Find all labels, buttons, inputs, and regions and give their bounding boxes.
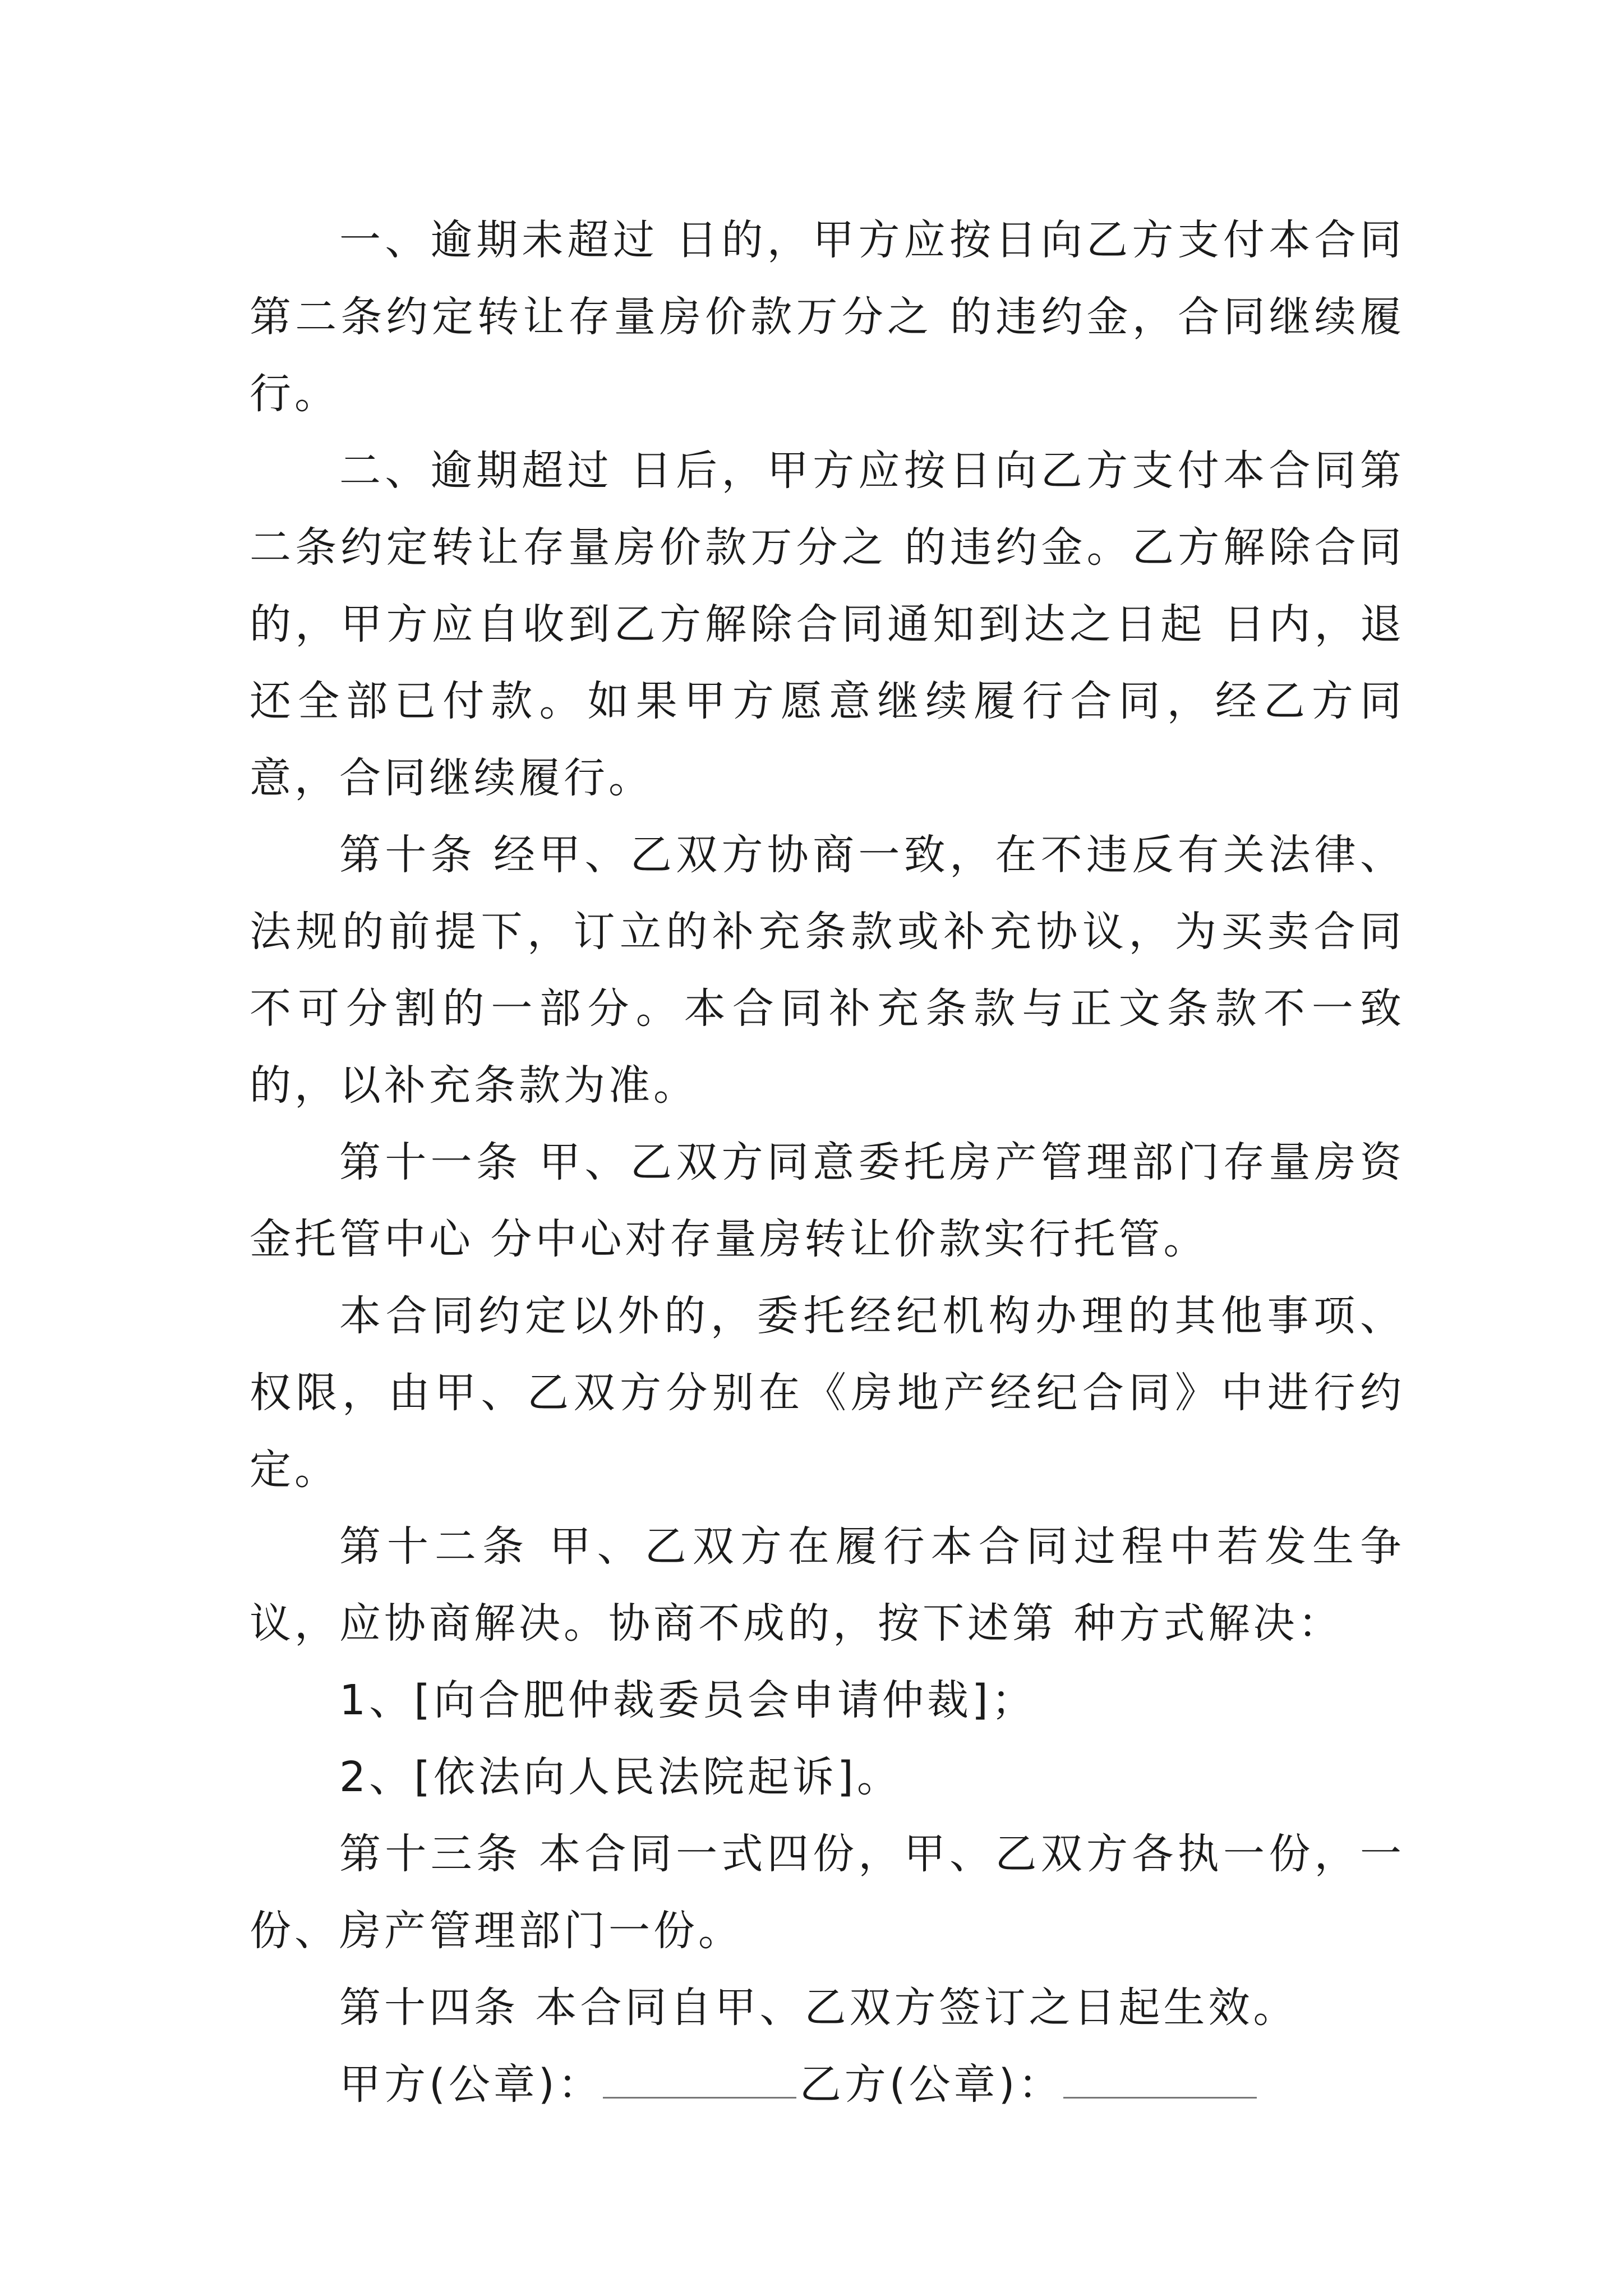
party-b-label: 乙方(公章)： <box>799 2060 1063 2109</box>
clause-overdue-beyond: 二、逾期超过 日后，甲方应按日向乙方支付本合同第二条约定转让存量房价款万分之 的违约金。乙方解除合同的，甲方应自收到乙方解除合同通知到达之日起 日内，退还全部已付款。如果甲方愿意继续履行合同，经乙方同意，合同继续履行。 <box>250 447 1405 802</box>
clause-overdue-within: 一、逾期未超过 日的，甲方应按日向乙方支付本合同第二条约定转让存量房价款万分之 的违约金，合同继续履行。 <box>250 216 1405 418</box>
party-a-seal-blank[interactable] <box>603 2055 796 2099</box>
dispute-option-1: 1、[向合肥仲裁委员会申请仲裁]； <box>339 1676 1036 1724</box>
article-14: 第十四条 本合同自甲、乙双方签订之日起生效。 <box>339 1984 1298 2032</box>
article-12: 第十二条 甲、乙双方在履行本合同过程中若发生争议，应协商解决。协商不成的，按下述第 种方式解决： <box>250 1522 1405 1648</box>
article-10: 第十条 经甲、乙双方协商一致，在不违反有关法律、法规的前提下，订立的补充条款或补充协议，为买卖合同不可分割的一部分。本合同补充条款与正文条款不一致的，以补充条款为准。 <box>250 831 1405 1110</box>
party-b-seal-blank[interactable] <box>1063 2055 1257 2099</box>
article-11: 第十一条 甲、乙双方同意委托房产管理部门存量房资金托管中心 分中心对存量房转让价款实行托管。 <box>250 1138 1405 1263</box>
contract-body <box>250 202 1405 2123</box>
agency-matters: 本合同约定以外的，委托经纪机构办理的其他事项、权限，由甲、乙双方分别在《房地产经纪合同》中进行约定。 <box>250 1292 1405 1494</box>
signature-line <box>250 2046 1405 2123</box>
party-a-label: 甲方(公章)： <box>339 2060 603 2109</box>
dispute-option-2: 2、[依法向人民法院起诉]。 <box>339 1753 902 1801</box>
article-13: 第十三条 本合同一式四份，甲、乙双方各执一份，一份、房产管理部门一份。 <box>250 1830 1405 1955</box>
